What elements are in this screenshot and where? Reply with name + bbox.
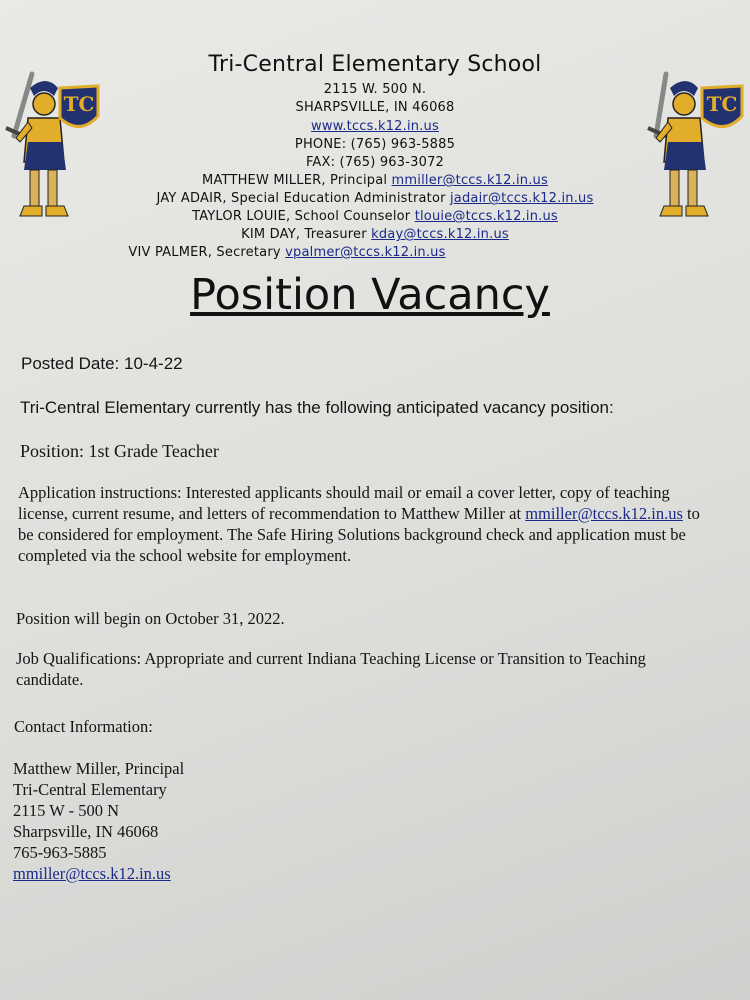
- website-link[interactable]: www.tccs.k12.in.us: [311, 119, 439, 134]
- shield-letters: TC: [706, 92, 738, 116]
- staff-email-link[interactable]: jadair@tccs.k12.in.us: [450, 191, 594, 206]
- application-instructions: [18, 482, 708, 566]
- application-text-1: Application instructions: Interested applicants should mail or email a cover letter, copy of teaching license, current resume, and letters of recommendation to Matthew Miller at: [18, 483, 670, 523]
- staff-label: VIV PALMER, Secretary: [128, 245, 281, 260]
- contact-phone: 765-963-5885: [13, 843, 107, 862]
- job-qualifications: Job Qualifications: Appropriate and current Indiana Teaching License or Transition to Teaching candidate.: [16, 649, 646, 689]
- posted-date: Posted Date: 10-4-22: [21, 354, 183, 373]
- start-date: Position will begin on October 31, 2022.: [16, 609, 285, 628]
- application-text-2: to be considered for employment. The Safe Hiring Solutions background check and application must be completed via the school website for employment.: [18, 504, 700, 565]
- staff-email-link[interactable]: kday@tccs.k12.in.us: [371, 227, 509, 242]
- staff-label: KIM DAY, Treasurer: [241, 227, 367, 242]
- application-email-link[interactable]: mmiller@tccs.k12.in.us: [525, 504, 683, 523]
- intro-text: Tri-Central Elementary currently has the following anticipated vacancy position:: [20, 398, 614, 417]
- staff-line-counselor: [0, 209, 750, 224]
- staff-label: MATTHEW MILLER, Principal: [202, 173, 388, 188]
- staff-line-principal: [0, 173, 750, 188]
- school-name: [0, 52, 750, 77]
- staff-email-link[interactable]: tlouie@tccs.k12.in.us: [414, 209, 558, 224]
- address-line: 2115 W. 500 N.: [323, 82, 427, 97]
- phone-line: PHONE: (765) 963-5885: [294, 137, 456, 152]
- staff-email-link[interactable]: vpalmer@tccs.k12.in.us: [285, 245, 446, 260]
- school-name-word: School: [467, 52, 542, 77]
- contact-email-link[interactable]: mmiller@tccs.k12.in.us: [13, 864, 171, 883]
- staff-label: TAYLOR LOUIE, School Counselor: [192, 209, 411, 224]
- contact-address: 2115 W - 500 N: [13, 801, 120, 820]
- staff-line-treasurer: [0, 227, 750, 242]
- contact-heading: Contact Information:: [14, 717, 153, 736]
- contact-name: Matthew Miller, Principal: [13, 759, 185, 778]
- staff-email-link[interactable]: mmiller@tccs.k12.in.us: [391, 173, 548, 188]
- website-line: [0, 119, 750, 134]
- contact-block: [13, 758, 184, 884]
- contact-city: Sharpsville, IN 46068: [13, 822, 159, 841]
- staff-line-secretary: [0, 245, 662, 260]
- shield-letters: TC: [63, 92, 95, 116]
- school-name-main: Tri-Central Elementary: [208, 52, 460, 77]
- city-line: SHARPSVILLE, IN 46068: [295, 100, 455, 115]
- staff-line-sped: [0, 191, 750, 206]
- position-title: Position: 1st Grade Teacher: [20, 441, 219, 461]
- staff-label: JAY ADAIR, Special Education Administrator: [156, 191, 446, 206]
- fax-line: FAX: (765) 963-3072: [305, 155, 445, 170]
- page-title: Position Vacancy: [190, 270, 550, 320]
- contact-school: Tri-Central Elementary: [13, 780, 167, 799]
